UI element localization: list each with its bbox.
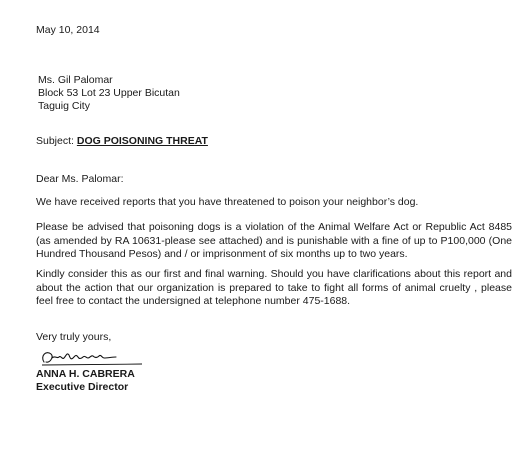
- subject-label: Subject:: [36, 135, 74, 147]
- signature-image: [38, 346, 148, 368]
- closing: Very truly yours,: [36, 331, 112, 343]
- body-paragraph-3: Kindly consider this as our first and final warning. Should you have clarifications about this report and about the action that our organization is prepared to take to fight all forms of animal cruelty , please feel free to contact the undersigned at telephone number 475-1688.: [36, 268, 512, 307]
- recipient-name: Ms. Gil Palomar: [38, 74, 113, 86]
- body-paragraph-2: Please be advised that poisoning dogs is a violation of the Animal Welfare Act or Republic Act 8485 (as amended by RA 10631-please see attached) and is punishable with a fine of up to P100,000 (One Hundred Thousand Pesos) and / or imprisonment of six months up to two years.: [36, 221, 512, 260]
- body-paragraph-1: We have received reports that you have threatened to poison your neighbor’s dog.: [36, 196, 419, 208]
- recipient-address-line2: Taguig City: [38, 100, 90, 112]
- salutation: Dear Ms. Palomar:: [36, 173, 124, 185]
- letter-date: May 10, 2014: [36, 24, 100, 36]
- subject-text: DOG POISONING THREAT: [76, 135, 208, 147]
- signatory-name: ANNA H. CABRERA: [36, 368, 135, 380]
- recipient-address-line1: Block 53 Lot 23 Upper Bicutan: [38, 87, 180, 99]
- subject-line: [36, 135, 208, 148]
- signatory-title: Executive Director: [36, 381, 129, 393]
